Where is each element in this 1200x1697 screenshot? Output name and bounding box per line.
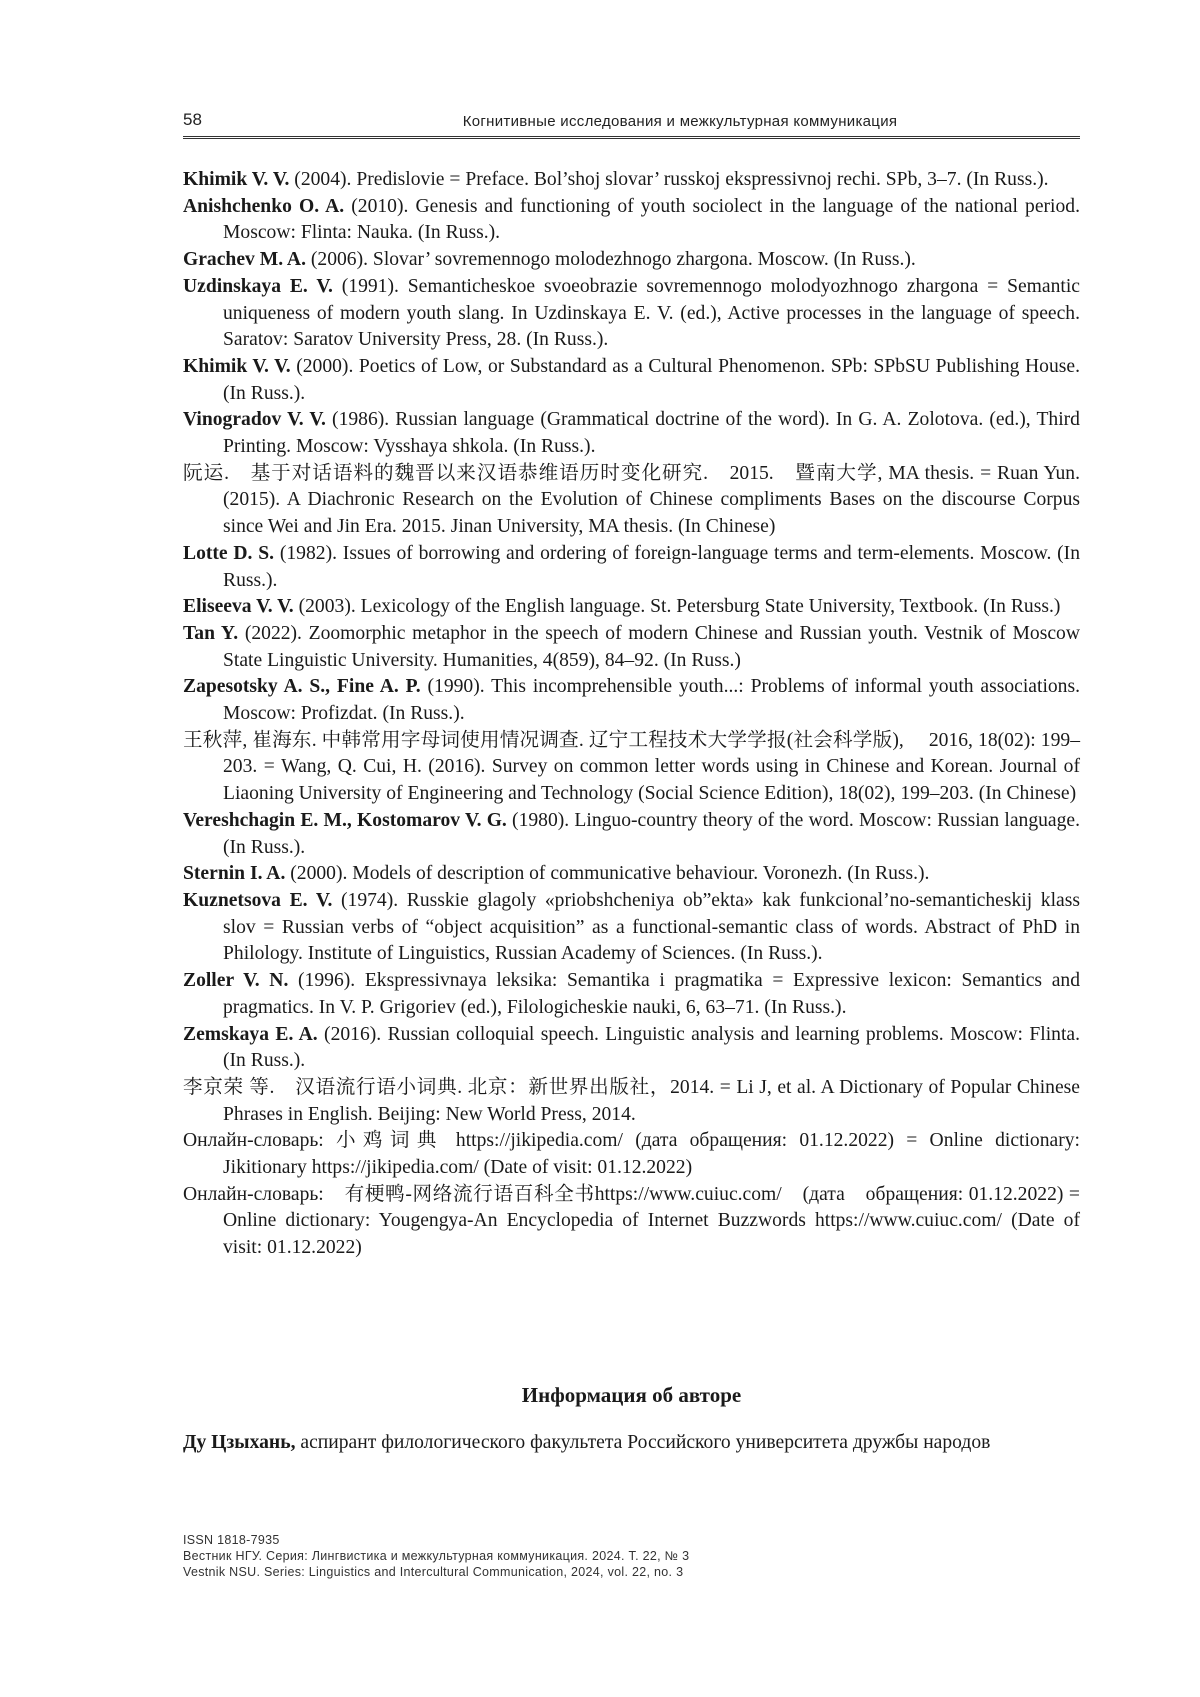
reference-author: Kuznetsova E. V. bbox=[183, 889, 333, 911]
author-info-section bbox=[183, 1383, 1080, 1457]
reference-item bbox=[183, 274, 1080, 354]
reference-author: Khimik V. V. bbox=[183, 169, 290, 190]
reference-item bbox=[183, 621, 1080, 674]
reference-item bbox=[183, 861, 1080, 888]
reference-text: 李京荣 等. 汉语流行语小词典. 北京：新世界出版社，2014. = Li J, et al. A Dictionary of Popular Chinese Phrases in English. Beijing: New World Press, 2014. bbox=[183, 1076, 1080, 1125]
reference-text: (2010). Genesis and functioning of youth sociolect in the language of the national period. Moscow: Flinta: Nauka. (In Russ.). bbox=[223, 195, 1080, 244]
footer-issn: ISSN 1818-7935 bbox=[183, 1533, 280, 1547]
reference-list bbox=[183, 167, 1080, 1262]
author-description: аспирант филологического факультета Российского университета дружбы народов bbox=[295, 1432, 991, 1453]
author-name: Ду Цзыхань, bbox=[183, 1432, 296, 1453]
reference-item bbox=[183, 674, 1080, 727]
reference-author: Vereshchagin E. M., Kostomarov V. G. bbox=[183, 809, 507, 831]
page-number: 58 bbox=[183, 110, 202, 129]
reference-item bbox=[183, 888, 1080, 968]
reference-item bbox=[183, 167, 1080, 194]
reference-author: Tan Y. bbox=[183, 622, 239, 644]
reference-item bbox=[183, 1075, 1080, 1128]
reference-item bbox=[183, 594, 1080, 621]
reference-author: Zapesotsky A. S., Fine A. P. bbox=[183, 676, 421, 698]
running-title: Когнитивные исследования и межкультурная коммуникация bbox=[462, 113, 898, 130]
reference-text: (1996). Ekspressivnaya leksika: Semantika i pragmatika = Expressive lexicon: Semantics and pragmatics. In V. P. Grigoriev (ed.), Filologicheskie nauki, 6, 63–71. (In Russ.). bbox=[223, 970, 1080, 1018]
reference-author: Sternin I. A. bbox=[183, 863, 286, 885]
reference-text: (2004). Predislovie = Preface. Bol’shoj slovar’ russkoj ekspressivnoj rechi. SPb, 3–7. (In Russ.). bbox=[289, 169, 1049, 190]
reference-text: Онлайн-словарь: 有梗鸭-网络流行语百科全书https://www.cuiuc.com/ (дата обращения: 01.12.2022) = Online dictionary: Yougengya-An Encyclopedia of Internet Buzzwords https://www.cuiuc.com/ (Date of visit: 01.12.2022) bbox=[183, 1183, 1080, 1259]
reference-author: Uzdinskaya E. V. bbox=[183, 275, 333, 297]
author-info-heading: Информация об авторе bbox=[521, 1383, 742, 1407]
reference-item bbox=[183, 461, 1080, 541]
reference-item bbox=[183, 968, 1080, 1021]
reference-text: 王秋萍, 崔海东. 中韩常用字母词使用情况调查. 辽宁工程技术大学学报(社会科学版), 2016, 18(02): 199–203. = Wang, Q. Cui, H. (2016). Survey on common letter words using in Chinese and Korean. Journal of Liaoning University of Engineering and Technology (Social Science Edition), 18(02), 199–203. (In Chinese) bbox=[183, 729, 1080, 805]
page-footer bbox=[183, 1532, 689, 1580]
reference-author: Zoller V. N. bbox=[183, 970, 289, 992]
reference-text: (1974). Russkie glagoly «priobshcheniya ob”ekta» kak funkcional’no-semanticheskij klass slov = Russian verbs of “object acquisition” as a functional-semantic class of words. Abstract of PhD in Philology. Institute of Linguistics, Russian Academy of Sciences. (In Russ.). bbox=[223, 889, 1080, 965]
reference-author: Eliseeva V. V. bbox=[183, 596, 294, 618]
reference-text: 阮运. 基于对话语料的魏晋以来汉语恭维语历时变化研究. 2015. 暨南大学, MA thesis. = Ruan Yun. (2015). A Diachronic Research on the Evolution of Chinese compliments Bases on the discourse Corpus since Wei and Jin Era. 2015. Jinan University, MA thesis. (In Chinese) bbox=[183, 462, 1080, 538]
reference-item bbox=[183, 1182, 1080, 1262]
reference-item bbox=[183, 354, 1080, 407]
reference-text: (2022). Zoomorphic metaphor in the speech of modern Chinese and Russian youth. Vestnik of Moscow State Linguistic University. Humanities, 4(859), 84–92. (In Russ.) bbox=[223, 622, 1080, 671]
reference-author: Grachev M. A. bbox=[183, 249, 306, 271]
reference-text: (2006). Slovar’ sovremennogo molodezhnogo zhargona. Moscow. (In Russ.). bbox=[305, 249, 916, 271]
reference-item bbox=[183, 1022, 1080, 1075]
reference-author: Anishchenko O. A. bbox=[183, 195, 345, 217]
reference-text: (2000). Models of description of communicative behaviour. Voronezh. (In Russ.). bbox=[285, 863, 930, 885]
reference-text: (1991). Semanticheskoe svoeobrazie sovremennogo molodyozhnogo zhargona = Semantic uniqueness of modern youth slang. In Uzdinskaya E. V. (ed.), Active processes in the language of speech. Saratov: Saratov University Press, 28. (In Russ.). bbox=[223, 275, 1080, 351]
reference-text: (2000). Poetics of Low, or Substandard as a Cultural Phenomenon. SPb: SPbSU Publishing House. (In Russ.). bbox=[223, 355, 1080, 404]
footer-citation-en: Vestnik NSU. Series: Linguistics and Intercultural Communication, 2024, vol. 22, no. 3 bbox=[183, 1565, 684, 1579]
reference-author: Vinogradov V. V. bbox=[183, 409, 326, 431]
reference-item bbox=[183, 728, 1080, 808]
footer-citation-ru: Вестник НГУ. Серия: Лингвистика и межкультурная коммуникация. 2024. Т. 22, № 3 bbox=[183, 1549, 690, 1563]
reference-author: Khimik V. V. bbox=[183, 355, 291, 377]
reference-item bbox=[183, 541, 1080, 594]
reference-text: (1986). Russian language (Grammatical doctrine of the word). In G. A. Zolotova. (ed.), Third Printing. Moscow: Vysshaya shkola. (In Russ.). bbox=[223, 409, 1080, 458]
reference-text: (1980). Linguo-country theory of the word. Moscow: Russian language. (In Russ.). bbox=[223, 809, 1081, 858]
reference-item bbox=[183, 247, 1080, 274]
reference-text: (1982). Issues of borrowing and ordering of foreign-language terms and term-elements. Moscow. (In Russ.). bbox=[223, 542, 1080, 591]
reference-text: (2016). Russian colloquial speech. Linguistic analysis and learning problems. Moscow: Flinta. (In Russ.). bbox=[223, 1023, 1080, 1072]
reference-item bbox=[183, 1128, 1080, 1181]
reference-text: (1990). This incomprehensible youth...: Problems of informal youth associations. Moscow: Profizdat. (In Russ.). bbox=[223, 676, 1081, 725]
reference-author: Lotte D. S. bbox=[183, 542, 275, 564]
reference-item bbox=[183, 407, 1080, 460]
reference-item bbox=[183, 808, 1080, 861]
running-header bbox=[183, 110, 1080, 139]
reference-author: Zemskaya E. A. bbox=[183, 1023, 318, 1045]
reference-text: Онлайн-словарь: 小鸡词典 https://jikipedia.com/ (дата обращения: 01.12.2022) = Online dictionary: Jikitionary https://jikipedia.com/ (Date of visit: 01.12.2022) bbox=[183, 1130, 1080, 1179]
author-info-text bbox=[183, 1430, 1080, 1457]
reference-text: (2003). Lexicology of the English language. St. Petersburg State University, Textbook. (In Russ.) bbox=[293, 596, 1061, 618]
reference-item bbox=[183, 194, 1080, 247]
